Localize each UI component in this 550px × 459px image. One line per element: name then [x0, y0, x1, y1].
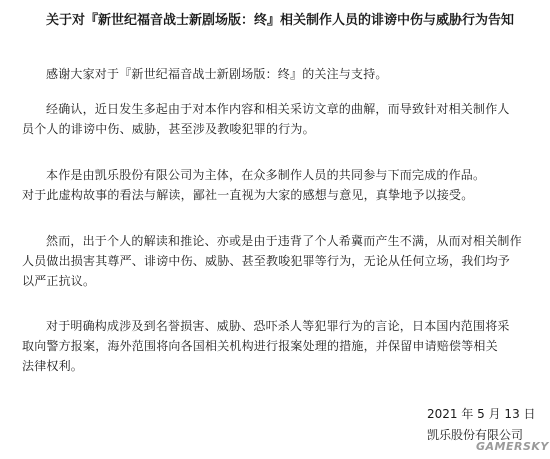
paragraph-line: 以严正抗议。: [22, 274, 96, 288]
company-signature: 凯乐股份有限公司: [427, 428, 524, 442]
paragraph-line: 取向警方报案，海外范围将向各国相关机构进行报案处理的措施，并保留申请赔偿等相关: [22, 339, 498, 353]
paragraph-line: 然而，出于个人的解读和推论、亦或是由于违背了个人希冀而产生不满，从而对相关制作: [46, 234, 522, 248]
paragraph-work-statement: [22, 165, 532, 205]
site-watermark: GAMERSKY: [476, 440, 549, 453]
paragraph-legal-action: [22, 316, 532, 376]
paragraph-thanks: [22, 64, 532, 84]
paragraph-line: 员个人的诽谤中伤、威胁，甚至涉及教唆犯罪的行为。: [22, 122, 315, 136]
paragraph-line: 人员做出损害其尊严、诽谤中伤、威胁、甚至教唆犯罪等行为，无论从任何立场，我们均予: [22, 254, 511, 268]
notice-date: 2021 年 5 月 13 日: [427, 407, 536, 421]
paragraph-line: 本作是由凯乐股份有限公司为主体，在众多制作人员的共同参与下而完成的作品。: [46, 168, 486, 182]
paragraph-line: 对于此虚构故事的看法与解读，鄙社一直视为大家的感想与意见，真挚地予以接受。: [22, 188, 474, 202]
paragraph-line: 法律权利。: [22, 359, 84, 373]
paragraph-line: 经确认，近日发生多起由于对本作内容和相关采访文章的曲解，而导致针对相关制作人: [46, 102, 510, 116]
paragraph-confirmation: [22, 99, 532, 139]
paragraph-line: 感谢大家对于『新世纪福音战士新剧场版：终』的关注与支持。: [46, 67, 388, 81]
paragraph-protest: [22, 231, 532, 291]
notice-title: 关于对『新世纪福音战士新剧场版：终』相关制作人员的诽谤中伤与威胁行为告知: [46, 13, 515, 28]
paragraph-line: 对于明确构成涉及到名誉损害、威胁、恐吓杀人等犯罪行为的言论，日本国内范围将采: [46, 319, 510, 333]
